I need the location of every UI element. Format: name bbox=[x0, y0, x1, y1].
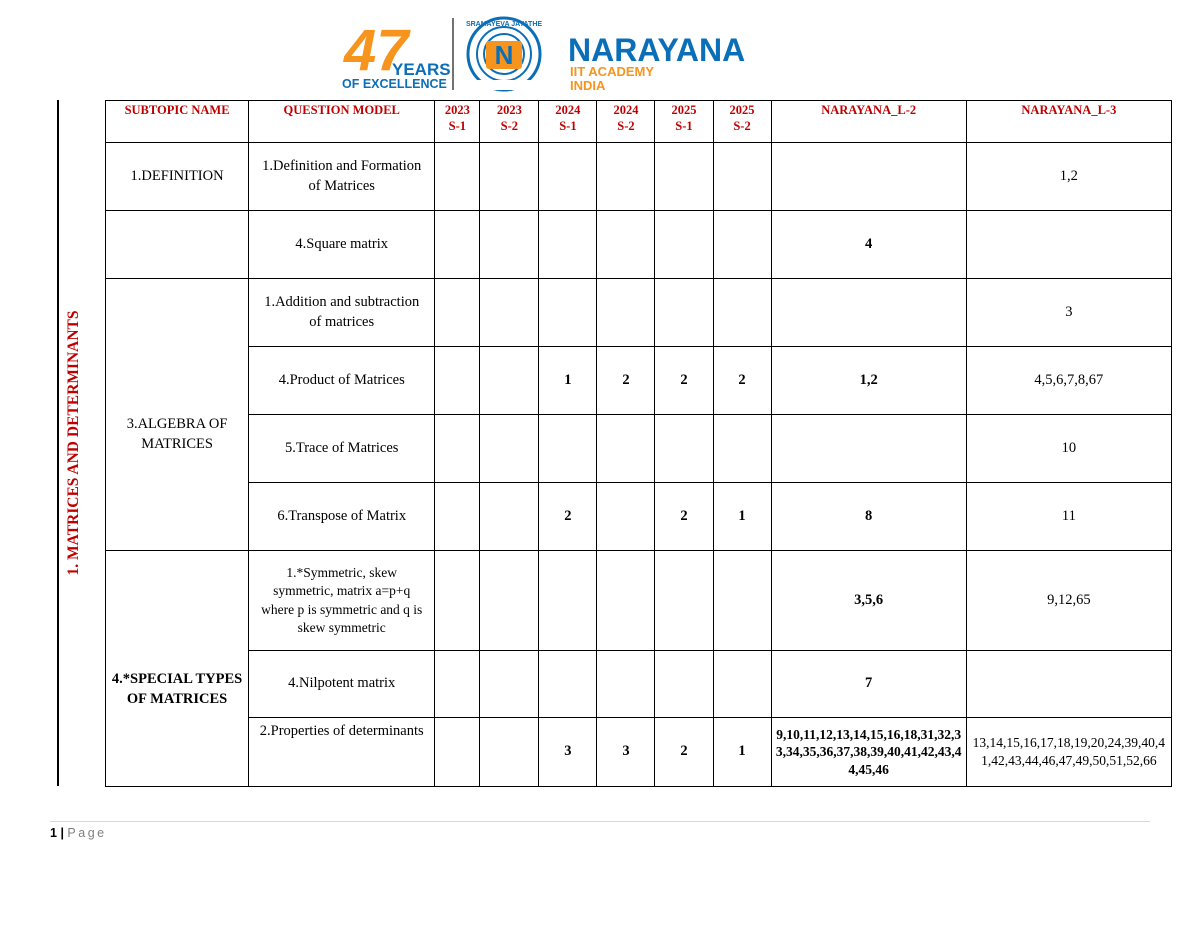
cell-2025-s1 bbox=[655, 651, 713, 718]
cell-2023-s1 bbox=[435, 651, 480, 718]
cell-l2 bbox=[771, 279, 966, 347]
cell-2023-s2 bbox=[480, 347, 539, 415]
cell-l3 bbox=[966, 211, 1171, 279]
cell-2025-s1 bbox=[655, 211, 713, 279]
cell-2025-s1 bbox=[655, 551, 713, 651]
cell-l3: 1,2 bbox=[966, 143, 1171, 211]
cell-2023-s1 bbox=[435, 347, 480, 415]
cell-l2: 4 bbox=[771, 211, 966, 279]
table-row bbox=[106, 483, 1172, 551]
cell-2024-s1 bbox=[539, 651, 597, 718]
cell-l2 bbox=[771, 415, 966, 483]
cell-2023-s2 bbox=[480, 143, 539, 211]
cell-l2: 7 bbox=[771, 651, 966, 718]
chapter-title: 1. MATRICES AND DETERMINANTS bbox=[65, 310, 82, 576]
of-excellence-text: OF EXCELLENCE bbox=[342, 77, 447, 91]
table-row bbox=[106, 211, 1172, 279]
cell-2024-s2: 2 bbox=[597, 347, 655, 415]
cell-l2: 1,2 bbox=[771, 347, 966, 415]
cell-2024-s2 bbox=[597, 143, 655, 211]
cell-2023-s2 bbox=[480, 415, 539, 483]
subtopic-empty bbox=[106, 211, 249, 279]
cell-2025-s2 bbox=[713, 415, 771, 483]
cell-2025-s2: 2 bbox=[713, 347, 771, 415]
page-label: Page bbox=[67, 826, 107, 840]
brand-sub2: INDIA bbox=[570, 78, 606, 93]
cell-2025-s2 bbox=[713, 279, 771, 347]
cell-2024-s1 bbox=[539, 143, 597, 211]
header-2024-s1: 2024 S-1 bbox=[539, 101, 597, 143]
table-row bbox=[106, 347, 1172, 415]
cell-2025-s1 bbox=[655, 279, 713, 347]
question-cell: 2.Properties of determinants bbox=[249, 718, 435, 787]
cell-2023-s2 bbox=[480, 718, 539, 787]
cell-2024-s1: 2 bbox=[539, 483, 597, 551]
cell-2024-s2 bbox=[597, 551, 655, 651]
page-separator: | bbox=[60, 826, 64, 840]
cell-2024-s1: 3 bbox=[539, 718, 597, 787]
brand-name: NARAYANA bbox=[568, 32, 746, 68]
question-cell: 1.*Symmetric, skew symmetric, matrix a=p+q where p is symmetric and q is skew symmetric bbox=[249, 551, 435, 651]
question-cell: 1.Addition and subtraction of matrices bbox=[249, 279, 435, 347]
table-row bbox=[106, 143, 1172, 211]
cell-2025-s2 bbox=[713, 551, 771, 651]
header-2025-s2: 2025 S-2 bbox=[713, 101, 771, 143]
cell-2023-s2 bbox=[480, 211, 539, 279]
header-narayana-l3: NARAYANA_L-3 bbox=[966, 101, 1171, 143]
cell-l2: 3,5,6 bbox=[771, 551, 966, 651]
subtopic-definition: 1.DEFINITION bbox=[106, 143, 249, 211]
cell-2025-s2 bbox=[713, 211, 771, 279]
motto-text: SRAMAYEVA JAYATHE bbox=[465, 21, 543, 28]
footer-divider bbox=[50, 821, 1150, 822]
subtopic-special: 4.*SPECIAL TYPES OF MATRICES bbox=[106, 551, 249, 787]
page-number: 1 bbox=[50, 826, 57, 840]
brand-sub1: IIT ACADEMY bbox=[570, 64, 655, 79]
page-footer bbox=[50, 826, 107, 840]
emblem-letter: N bbox=[494, 40, 514, 70]
table-row bbox=[106, 651, 1172, 718]
cell-l2: 8 bbox=[771, 483, 966, 551]
cell-l3: 11 bbox=[966, 483, 1171, 551]
cell-2023-s1 bbox=[435, 211, 480, 279]
cell-2023-s2 bbox=[480, 483, 539, 551]
cell-2025-s1: 2 bbox=[655, 347, 713, 415]
narayana-logo bbox=[340, 14, 810, 94]
cell-l3: 3 bbox=[966, 279, 1171, 347]
anniversary-number: 47 bbox=[344, 18, 409, 83]
cell-2025-s2 bbox=[713, 143, 771, 211]
question-cell: 6.Transpose of Matrix bbox=[249, 483, 435, 551]
cell-2023-s2 bbox=[480, 279, 539, 347]
question-cell: 4.Product of Matrices bbox=[249, 347, 435, 415]
question-cell: 5.Trace of Matrices bbox=[249, 415, 435, 483]
cell-l3 bbox=[966, 651, 1171, 718]
header-narayana-l2: NARAYANA_L-2 bbox=[771, 101, 966, 143]
cell-2024-s1: 1 bbox=[539, 347, 597, 415]
cell-2023-s1 bbox=[435, 718, 480, 787]
cell-2025-s2: 1 bbox=[713, 483, 771, 551]
cell-2024-s2 bbox=[597, 483, 655, 551]
cell-l3: 13,14,15,16,17,18,19,20,24,39,40,41,42,43,44,46,47,49,50,51,52,66 bbox=[966, 718, 1171, 787]
header-2025-s1: 2025 S-1 bbox=[655, 101, 713, 143]
cell-2023-s1 bbox=[435, 551, 480, 651]
cell-l2: 9,10,11,12,13,14,15,16,18,31,32,33,34,35,36,37,38,39,40,41,42,43,44,45,46 bbox=[771, 718, 966, 787]
question-cell: 4.Square matrix bbox=[249, 211, 435, 279]
table-row bbox=[106, 415, 1172, 483]
cell-2024-s1 bbox=[539, 551, 597, 651]
cell-l2 bbox=[771, 143, 966, 211]
cell-2025-s1 bbox=[655, 415, 713, 483]
header-2024-s2: 2024 S-2 bbox=[597, 101, 655, 143]
table-row bbox=[106, 551, 1172, 651]
cell-2024-s2 bbox=[597, 279, 655, 347]
cell-2024-s2 bbox=[597, 651, 655, 718]
header-subtopic: SUBTOPIC NAME bbox=[106, 101, 249, 143]
table-row bbox=[106, 718, 1172, 787]
cell-2024-s2 bbox=[597, 415, 655, 483]
question-plan-table bbox=[105, 100, 1172, 787]
header-2023-s2: 2023 S-2 bbox=[480, 101, 539, 143]
cell-2023-s1 bbox=[435, 415, 480, 483]
cell-2025-s1 bbox=[655, 143, 713, 211]
cell-2023-s2 bbox=[480, 651, 539, 718]
cell-l3: 9,12,65 bbox=[966, 551, 1171, 651]
cell-2025-s1: 2 bbox=[655, 718, 713, 787]
cell-l3: 10 bbox=[966, 415, 1171, 483]
cell-2023-s1 bbox=[435, 483, 480, 551]
subtopic-algebra: 3.ALGEBRA OF MATRICES bbox=[106, 279, 249, 551]
cell-2025-s1: 2 bbox=[655, 483, 713, 551]
years-text: YEARS bbox=[392, 60, 451, 79]
cell-l3: 4,5,6,7,8,67 bbox=[966, 347, 1171, 415]
cell-2023-s2 bbox=[480, 551, 539, 651]
question-cell: 1.Definition and Formation of Matrices bbox=[249, 143, 435, 211]
question-cell: 4.Nilpotent matrix bbox=[249, 651, 435, 718]
cell-2025-s2: 1 bbox=[713, 718, 771, 787]
header-row bbox=[106, 101, 1172, 143]
table-row bbox=[106, 279, 1172, 347]
cell-2024-s2: 3 bbox=[597, 718, 655, 787]
cell-2024-s1 bbox=[539, 415, 597, 483]
cell-2024-s1 bbox=[539, 279, 597, 347]
header-question-model: QUESTION MODEL bbox=[249, 101, 435, 143]
cell-2023-s1 bbox=[435, 279, 480, 347]
cell-2025-s2 bbox=[713, 651, 771, 718]
header-2023-s1: 2023 S-1 bbox=[435, 101, 480, 143]
cell-2024-s2 bbox=[597, 211, 655, 279]
cell-2023-s1 bbox=[435, 143, 480, 211]
cell-2024-s1 bbox=[539, 211, 597, 279]
